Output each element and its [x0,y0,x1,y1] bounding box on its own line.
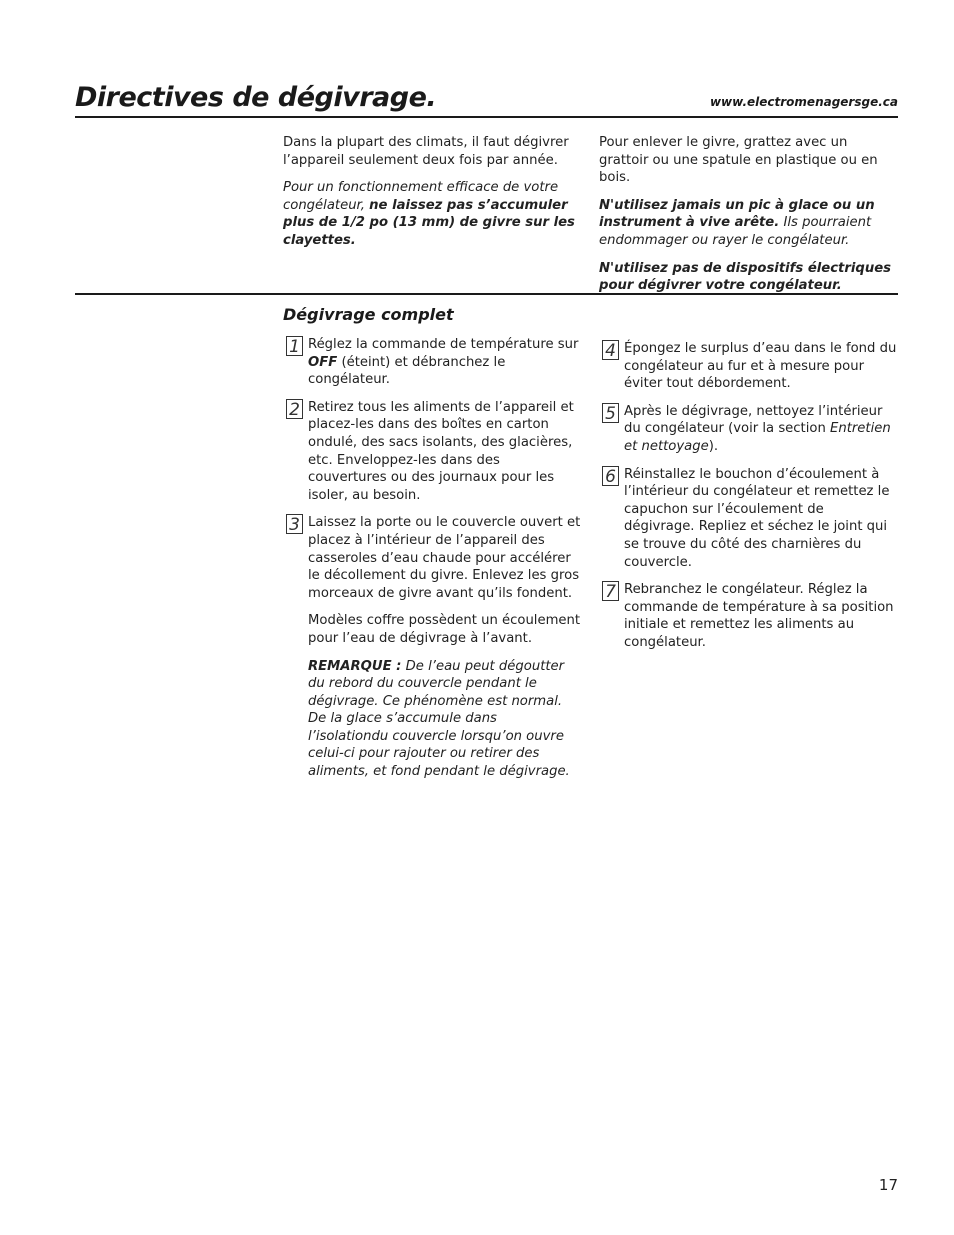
step-number: 1 [286,336,303,356]
intro-warning-paragraph: Pour un fonctionnement efficace de votre congélateur, ne laissez pas s’accumuler plus de 1/2 po (13 mm) de givre sur les clayettes. [283,180,575,248]
page-number: 17 [878,1176,898,1194]
step-2 [283,399,581,505]
warning-paragraph: N'utilisez pas de dispositifs électriques pour dégivrer votre congélateur. [599,260,891,294]
step-text: Modèles coffre possèdent un écoulement pour l’eau de dégivrage à l’avant. [308,613,581,646]
step-number: 5 [602,403,619,423]
step-5 [599,403,897,456]
step-4 [599,340,897,393]
step-text: Rebranchez le congélateur. Réglez la commande de température à sa position initiale et remettez les aliments au congélateur. [624,582,894,650]
step-text: Réglez la commande de température sur OFF (éteint) et débranchez le congélateur. [308,337,579,388]
step-number: 3 [286,514,303,534]
step-text: Retirez tous les aliments de l’appareil et placez-les dans des boîtes en carton ondulé, des sacs isolants, des glacières, etc. Enveloppez-les dans des couvertures ou des journaux pour les isoler, au besoin. [308,399,574,503]
step-1 [283,336,581,389]
step-text: Laissez la porte ou le couvercle ouvert et placez à l’intérieur de l’appareil des casseroles d’eau chaude pour accélérer le décollement du givre. Enlevez les gros morceaux de givre avant qu’ils fondent. [308,515,581,601]
note-paragraph: REMARQUE : De l’eau peut dégoutter du rebord du couvercle pendant le dégivrage. Ce phénomène est normal. De la glace s’accumule dans l’isolationdu couvercle lorsqu’on ouvre celui-ci pour rajouter ou retirer des aliments, et fond pendant le dégivrage. [308,658,570,780]
step-number: 4 [602,340,619,360]
intro-paragraph: Dans la plupart des climats, il faut dégivrer l’appareil seulement deux fois par année. [283,135,569,168]
page-title: Directives de dégivrage. [75,82,437,113]
intro-paragraph: Pour enlever le givre, grattez avec un grattoir ou une spatule en plastique ou en bois. [599,135,878,186]
step-number: 7 [602,581,619,601]
step-6 [599,466,897,572]
step-number: 6 [602,466,619,486]
warning-paragraph: N'utilisez jamais un pic à glace ou un instrument à vive arête. Ils pourraient endommager ou rayer le congélateur. [599,197,875,248]
step-text: Épongez le surplus d’eau dans le fond du congélateur au fur et à mesure pour éviter tout débordement. [624,341,897,392]
section-title: Dégivrage complet [283,305,454,324]
intro-right-column [599,134,897,305]
intro-left-column [283,134,583,260]
step-text: Après le dégivrage, nettoyez l’intérieur du congélateur (voir la section Entretien et nettoyage). [624,403,891,454]
section-divider [75,293,898,295]
step-text: Réinstallez le bouchon d’écoulement à l’intérieur du congélateur et remettez le capuchon sur l’écoulement de dégivrage. Repliez et séchez le joint qui se trouve du côté des charnières du couvercle. [624,466,890,570]
page-header [75,78,898,118]
step-number: 2 [286,399,303,419]
steps-left-column [283,336,581,791]
step-3 [283,514,581,780]
steps-right-column [599,340,897,662]
website-url: www.electromenagersge.ca [709,95,898,109]
step-7 [599,581,897,651]
